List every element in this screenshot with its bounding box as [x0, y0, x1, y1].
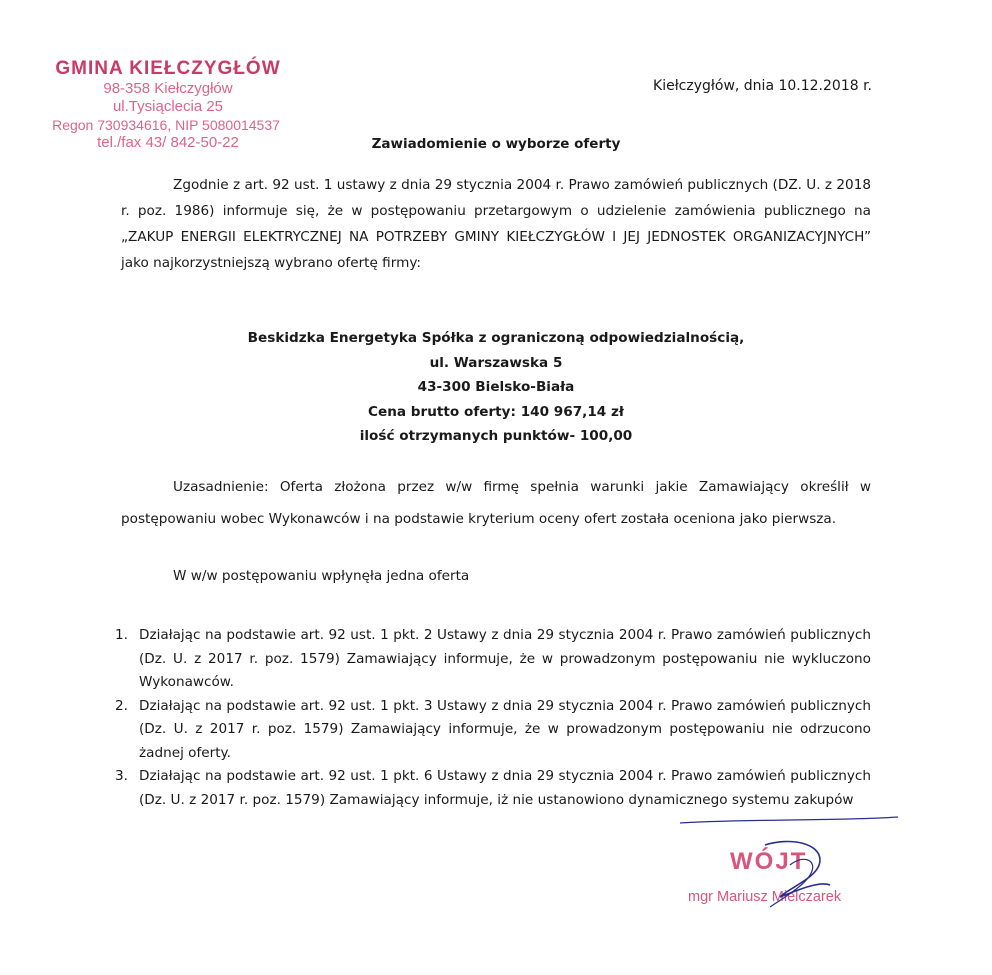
document-title: Zawiadomienie o wyborze oferty	[371, 136, 621, 152]
signature-stroke	[770, 859, 813, 907]
stamp-line-5: tel./fax 43/ 842-50-22	[97, 134, 239, 151]
stamp-line-2: 98-358 Kiełczygłów	[103, 80, 233, 97]
stamp-line-1: GMINA KIEŁCZYGŁÓW	[55, 58, 281, 79]
list-item	[115, 765, 871, 812]
justification-text: Uzasadnienie: Oferta złożona przez w/w firmę spełnia warunki jakie Zamawiający określił w postępowaniu wobec Wykonawców i na podstawie kryterium oceny ofert została oceniona jako pierwsza.	[121, 479, 871, 527]
winner-name: Beskidzka Energetyka Spółka z ograniczoną odpowiedzialnością,	[247, 330, 745, 346]
list-item-text: Działając na podstawie art. 92 ust. 1 pkt. 2 Ustawy z dnia 29 stycznia 2004 r. Prawo zamówień publicznych (Dz. U. z 2017 r. poz. 1579) Zamawiający informuje, że w prowadzonym postępowaniu nie wykluczono Wykonawców.	[139, 627, 871, 690]
winner-street: ul. Warszawska 5	[429, 354, 563, 371]
handwritten-signature	[670, 815, 900, 925]
signature-name: mgr Mariusz Mielczarek	[688, 889, 842, 905]
winner-points: ilość otrzymanych punktów- 100,00	[359, 428, 633, 444]
list-item-number: 1.	[115, 627, 128, 643]
winner-price: Cena brutto oferty: 140 967,14 zł	[368, 403, 624, 420]
justification-paragraph	[121, 471, 871, 535]
list-item-text: Działając na podstawie art. 92 ust. 1 pkt. 6 Ustawy z dnia 29 stycznia 2004 r. Prawo zamówień publicznych (Dz. U. z 2017 r. poz. 1579) Zamawiający informuje, iż nie ustanowiono dynamicznego systemu zakupów	[139, 768, 871, 808]
signature-stroke	[680, 817, 898, 823]
document-date: Kiełczygłów, dnia 10.12.2018 r.	[653, 78, 872, 94]
list-item-number: 3.	[115, 768, 128, 784]
stamp-line-4: Regon 730934616, NIP 5080014537	[52, 117, 280, 133]
stamp-line-3: ul.Tysiąclecia 25	[112, 98, 224, 115]
intro-text: Zgodnie z art. 92 ust. 1 ustawy z dnia 29 stycznia 2004 r. Prawo zamówień publicznych (DZ. U. z 2018 r. poz. 1986) informuje się, że w postępowaniu przetargowym o udzielenie zamówienia publicznego na „ZAKUP ENERGII ELEKTRYCZNEJ NA POTRZEBY GMINY KIEŁCZYGŁÓW I JEJ JEDNOSTEK ORGANIZACYJNYCH” jako najkorzystniejszą wybrano ofertę firmy:	[121, 177, 871, 271]
numbered-list	[115, 624, 871, 812]
signature-role: WÓJT	[730, 848, 808, 875]
offers-note-text: W w/w postępowaniu wpłynęła jedna oferta	[173, 568, 470, 584]
winner-city: 43-300 Bielsko-Biała	[417, 379, 575, 395]
intro-paragraph	[121, 172, 871, 276]
list-item	[115, 624, 871, 695]
list-item-number: 2.	[115, 697, 128, 714]
list-item	[115, 695, 871, 766]
list-item-text: Działając na podstawie art. 92 ust. 1 pkt. 3 Ustawy z dnia 29 stycznia 2004 r. Prawo zamówień publicznych (Dz. U. z 2017 r. poz. 1579) Zamawiający informuje, że w prowadzonym postępowaniu nie odrzucono żadnej oferty.	[139, 697, 871, 761]
winning-offer	[0, 326, 992, 449]
offers-note	[121, 563, 871, 589]
